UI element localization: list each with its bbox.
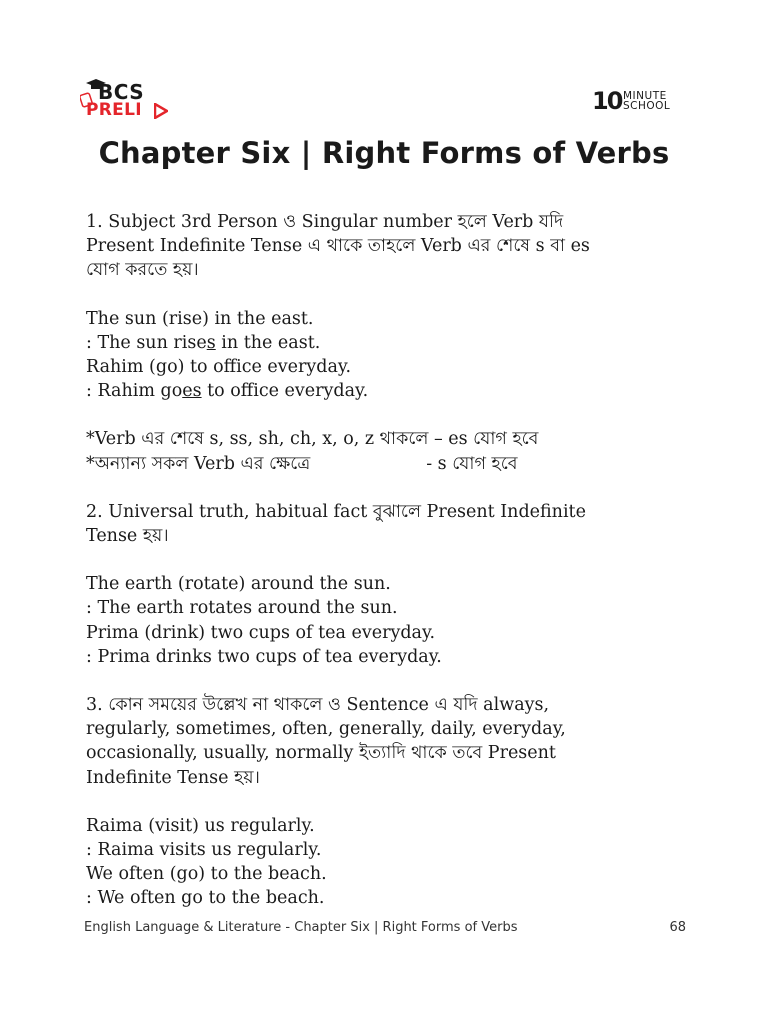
logo-10-text: 10 <box>592 87 622 115</box>
example-question: We often (go) to the beach. <box>86 864 327 885</box>
10-minute-school-logo <box>592 87 688 116</box>
page-footer <box>84 920 686 935</box>
rule-3-line-3: occasionally, usually, normally ইত্যাদি থাকে তবে Present <box>86 743 556 764</box>
ticket-icon <box>80 92 94 108</box>
note-line: *Verb এর শেষে s, ss, sh, ch, x, o, z থাকলে – es যোগ হবে <box>86 429 539 450</box>
logo-minute-text: MINUTE <box>623 90 667 102</box>
rule-3-line-1: 3. কোন সময়ের উল্লেখ না থাকলে ও Sentence এ যদি always, <box>86 695 550 716</box>
rule-2-line-2: Tense হয়। <box>86 526 169 547</box>
example-question: Raima (visit) us regularly. <box>86 815 315 836</box>
rule-3-line-2: regularly, sometimes, often, generally, daily, everyday, <box>86 719 566 740</box>
logo-school-text: SCHOOL <box>623 100 671 112</box>
rule-1-line-2: Present Indefinite Tense এ থাকে তাহলে Verb এর শেষে s বা es <box>86 236 590 257</box>
example-answer: : Rahim goes to office everyday. <box>86 381 369 402</box>
example-question: Prima (drink) two cups of tea everyday. <box>86 622 436 643</box>
example-question: The earth (rotate) around the sun. <box>86 574 391 595</box>
example-question: Rahim (go) to office everyday. <box>86 357 352 378</box>
rule-1-line-1: 1. Subject 3rd Person ও Singular number হলে Verb যদি <box>86 212 564 232</box>
example-answer: : Raima visits us regularly. <box>86 840 322 861</box>
example-question: The sun (rise) in the east. <box>86 308 314 329</box>
footer-text: English Language & Literature - Chapter Six | Right Forms of Verbs <box>84 920 518 935</box>
note-line: *অন্যান্য সকল Verb এর ক্ষেত্রে - s যোগ হবে <box>86 453 518 474</box>
rule-1-line-3: যোগ করতে হয়। <box>86 260 199 281</box>
rule-2-line-1: 2. Universal truth, habitual fact বুঝালে Present Indefinite <box>86 501 586 522</box>
example-answer: : The sun rises in the east. <box>86 332 321 353</box>
play-icon <box>154 103 168 119</box>
example-answer: : We often go to the beach. <box>86 888 325 909</box>
chapter-title: Chapter Six | Right Forms of Verbs <box>98 136 670 170</box>
example-answer: : Prima drinks two cups of tea everyday. <box>86 646 442 667</box>
logo-bcs-text: BCS <box>98 80 145 104</box>
logo-preli-text: PRELI <box>86 100 142 120</box>
rule-3-line-4: Indefinite Tense হয়। <box>86 767 260 788</box>
example-answer: : The earth rotates around the sun. <box>86 598 398 619</box>
bcs-preli-logo <box>80 80 176 124</box>
document-body <box>86 210 706 911</box>
underlined-suffix: es <box>182 381 202 402</box>
underlined-suffix: s <box>206 332 216 353</box>
page-number: 68 <box>669 920 686 935</box>
